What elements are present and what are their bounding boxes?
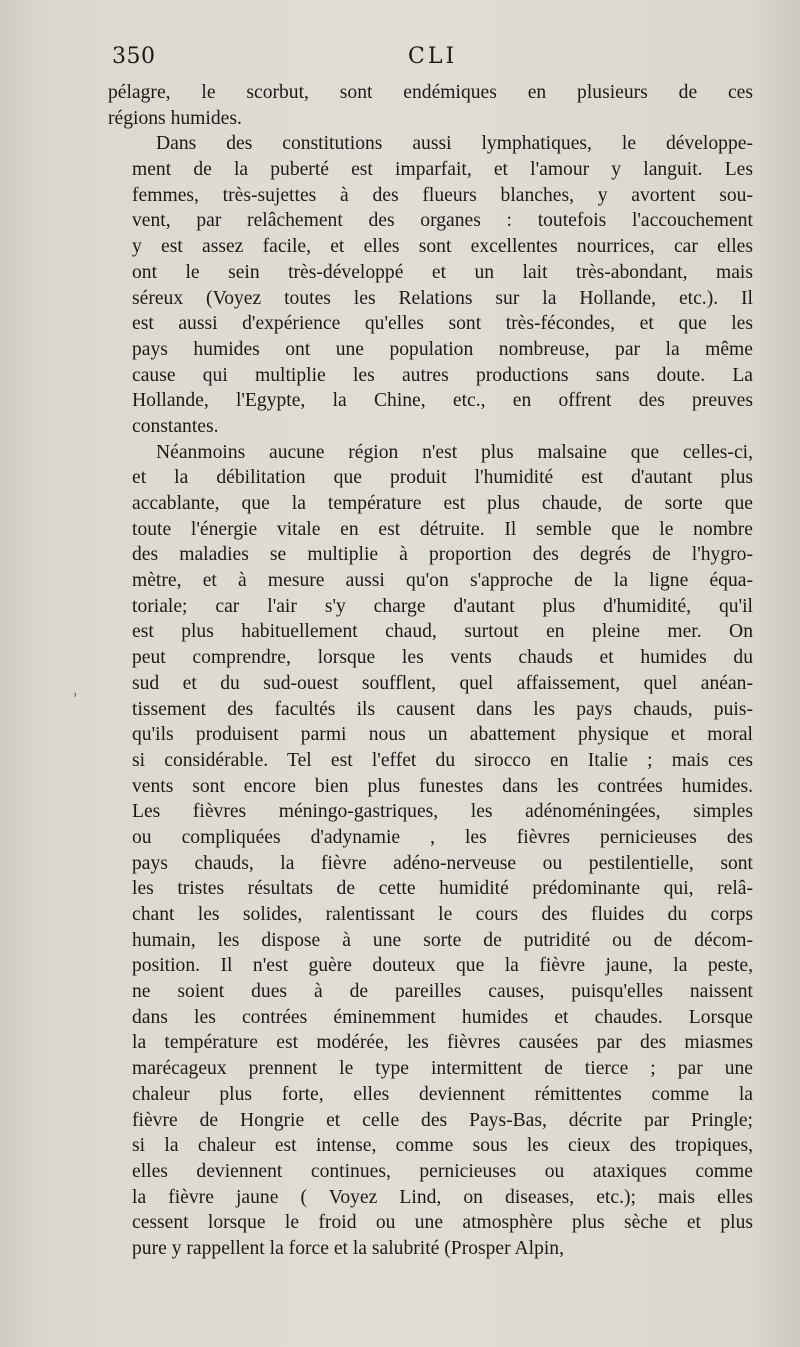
text-line: ont le sein très-développé et un lait très-abondant, mais bbox=[132, 261, 753, 283]
text-line: toriale; car l'air s'y charge d'autant plus d'humidité, qu'il bbox=[132, 595, 753, 617]
text-line: séreux (Voyez toutes les Relations sur la Hollande, etc.). Il bbox=[132, 287, 753, 309]
text-line: des maladies se multiplie à proportion des degrés de l'hygro- bbox=[132, 544, 753, 566]
text-line: ne soient dues à de pareilles causes, puisqu'elles naissent bbox=[132, 981, 753, 1003]
text-line: ou compliquées d'adynamie , les fièvres pernicieuses des bbox=[132, 826, 753, 848]
text-line: elles deviennent continues, pernicieuses ou ataxiques comme bbox=[132, 1160, 753, 1182]
text-line: mètre, et à mesure aussi qu'on s'approche de la ligne équa- bbox=[132, 570, 753, 592]
paragraph bbox=[108, 440, 753, 1262]
text-line: pure y rappellent la force et la salubrité (Prosper Alpin, bbox=[132, 1237, 564, 1259]
text-line: cause qui multiplie les autres productions sans doute. La bbox=[132, 364, 753, 386]
text-line: cessent lorsque le froid ou une atmosphère plus sèche et plus bbox=[132, 1212, 753, 1234]
text-line: est aussi d'expérience qu'elles sont très-fécondes, et que les bbox=[132, 313, 753, 335]
text-line: qu'ils produisent parmi nous un abattement physique et moral bbox=[132, 724, 753, 746]
page-header bbox=[108, 44, 753, 80]
text-line: la température est modérée, les fièvres causées par des miasmes bbox=[132, 1032, 753, 1054]
text-line: chant les solides, ralentissant le cours des fluides du corps bbox=[132, 904, 753, 925]
paragraph bbox=[108, 80, 753, 131]
text-line: toute l'énergie vitale en est détruite. Il semble que le nombre bbox=[132, 518, 753, 540]
text-line: dans les contrées éminemment humides et chaudes. Lorsque bbox=[132, 1006, 753, 1028]
text-line: les tristes résultats de cette humidité prédominante qui, relâ- bbox=[132, 878, 753, 900]
text-line: la fièvre jaune ( Voyez Lind, on diseases, etc.); mais elles bbox=[132, 1186, 753, 1208]
text-line: pays humides ont une population nombreuse, par la même bbox=[132, 338, 753, 360]
text-line: fièvre de Hongrie et celle des Pays-Bas, décrite par Pringle; bbox=[132, 1109, 753, 1131]
paragraph bbox=[108, 131, 753, 439]
text-line: si considérable. Tel est l'effet du sirocco en Italie ; mais ces bbox=[132, 749, 753, 771]
page-number: 350 bbox=[112, 44, 156, 69]
text-line: tissement des facultés ils causent dans les pays chauds, puis- bbox=[132, 698, 753, 720]
body-text bbox=[108, 80, 753, 1262]
text-line: et la débilitation que produit l'humidité est d'autant plus bbox=[132, 467, 753, 489]
text-line: chaleur plus forte, elles deviennent rémittentes comme la bbox=[132, 1083, 753, 1105]
text-line: constantes. bbox=[132, 415, 219, 437]
text-line: régions humides. bbox=[108, 107, 242, 129]
margin-mark: ʾ bbox=[72, 690, 78, 710]
text-line: pays chauds, la fièvre adéno-nerveuse ou pestilentielle, sont bbox=[132, 852, 753, 874]
text-line: vent, par relâchement des organes : toutefois l'accouchement bbox=[132, 210, 753, 232]
text-line: si la chaleur est intense, comme sous les cieux des tropiques, bbox=[132, 1135, 753, 1157]
text-line: humain, les dispose à une sorte de putridité ou de décom- bbox=[132, 929, 753, 951]
text-line: pélagre, le scorbut, sont endémiques en plusieurs de ces bbox=[108, 82, 753, 103]
text-line: accablante, que la température est plus chaude, de sorte que bbox=[132, 493, 753, 514]
text-line: Hollande, l'Egypte, la Chine, etc., en offrent des preuves bbox=[132, 390, 753, 412]
text-line: position. Il n'est guère douteux que la fièvre jaune, la peste, bbox=[132, 955, 753, 977]
text-line: Néanmoins aucune région n'est plus malsaine que celles-ci, bbox=[156, 441, 753, 463]
text-line: sud et du sud-ouest soufflent, quel affaissement, quel anéan- bbox=[132, 672, 753, 694]
text-line: femmes, très-sujettes à des flueurs blanches, y avortent sou- bbox=[132, 184, 753, 206]
text-line: ment de la puberté est imparfait, et l'amour y languit. Les bbox=[132, 159, 753, 181]
text-line: peut comprendre, lorsque les vents chauds et humides du bbox=[132, 647, 753, 669]
text-line: Les fièvres méningo-gastriques, les adénoméningées, simples bbox=[132, 801, 753, 823]
running-head: CLI bbox=[408, 44, 458, 69]
text-line: y est assez facile, et elles sont excellentes nourrices, car elles bbox=[132, 236, 753, 258]
text-line: Dans des constitutions aussi lymphatiques, le développe- bbox=[156, 133, 753, 155]
text-line: vents sont encore bien plus funestes dans les contrées humides. bbox=[132, 775, 753, 797]
text-line: est plus habituellement chaud, surtout en pleine mer. On bbox=[132, 621, 753, 643]
text-line: marécageux prennent le type intermittent de tierce ; par une bbox=[132, 1058, 753, 1080]
